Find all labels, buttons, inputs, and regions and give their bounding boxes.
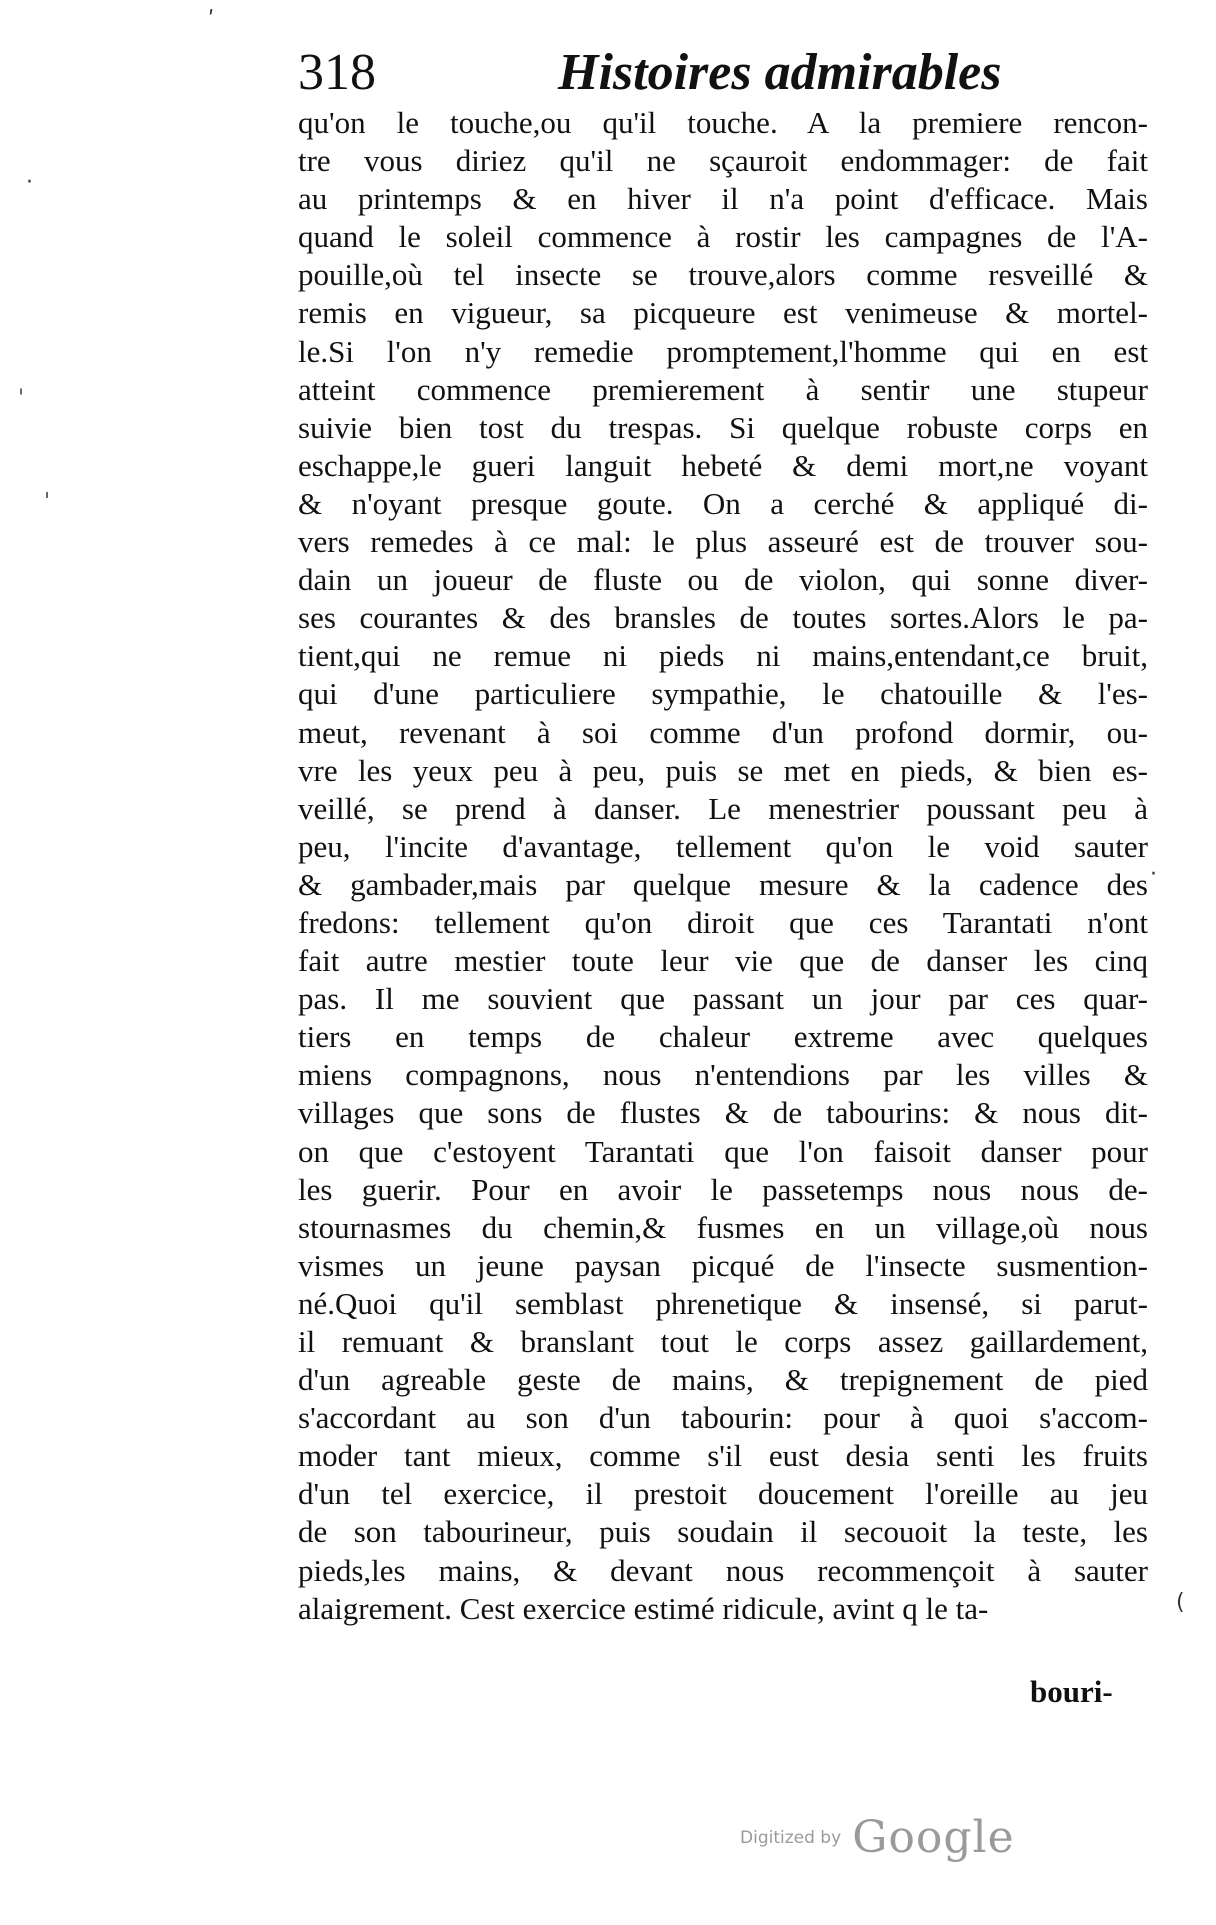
catchword: bouri- <box>1030 1674 1113 1709</box>
digitized-by-google-watermark <box>740 1812 1015 1882</box>
text-line: pouille,où tel insecte se trouve,alors comme resveillé & <box>298 257 1148 293</box>
page-header <box>298 38 1148 108</box>
text-line: peu, l'incite d'avantage, tellement qu'on le void sauter <box>298 828 1148 864</box>
running-title: Histoires admirables <box>558 44 1002 101</box>
text-line: qu'on le touche,ou qu'il touche. A la premiere rencon- <box>298 105 1148 140</box>
text-line: d'un agreable geste de mains, & trepignement de pied <box>298 1362 1148 1398</box>
text-line: fredons: tellement qu'on diroit que ces Tarantati n'ont <box>298 904 1148 940</box>
digitized-by-text: Digitized by <box>740 1827 842 1848</box>
text-line: d'un tel exercice, il prestoit doucement l'oreille au jeu <box>298 1476 1148 1512</box>
text-line: alaigrement. Cest exercice estimé ridicule, avint q le ta- <box>298 1590 989 1626</box>
text-line: atteint commence premierement à sentir une stupeur <box>298 371 1148 407</box>
text-line: miens compagnons, nous n'entendions par les villes & <box>298 1057 1148 1093</box>
text-line: & n'oyant presque goute. On a cerché & appliqué di- <box>298 485 1148 521</box>
text-line: ses courantes & des bransles de toutes sortes.Alors le pa- <box>298 600 1148 636</box>
text-line: vers remedes à ce mal: le plus asseuré est de trouver sou- <box>298 524 1148 560</box>
scan-mark: · <box>26 170 33 195</box>
text-line: les guerir. Pour en avoir le passetemps nous nous de- <box>298 1171 1148 1207</box>
text-line: vismes un jeune paysan picqué de l'insecte susmention- <box>298 1247 1148 1283</box>
text-line: au printemps & en hiver il n'a point d'efficace. Mais <box>298 181 1148 217</box>
scan-mark: ˈ <box>44 490 51 515</box>
text-line: suivie bien tost du trespas. Si quelque robuste corps en <box>298 409 1148 445</box>
text-line: qui d'une particuliere sympathie, le chatouille & l'es- <box>298 676 1148 712</box>
text-line: tient,qui ne remue ni pieds ni mains,entendant,ce bruit, <box>298 638 1148 674</box>
text-line: il remuant & branslant tout le corps assez gaillardement, <box>298 1324 1148 1359</box>
text-line: né.Quoi qu'il semblast phrenetique & insensé, si parut- <box>298 1285 1148 1321</box>
text-line: meut, revenant à soi comme d'un profond dormir, ou- <box>298 714 1148 750</box>
text-line: s'accordant au son d'un tabourin: pour à quoi s'accom- <box>298 1400 1148 1436</box>
text-line: pas. Il me souvient que passant un jour par ces quar- <box>298 981 1148 1017</box>
text-line: quand le soleil commence à rostir les campagnes de l'A- <box>298 219 1148 255</box>
text-line: moder tant mieux, comme s'il eust desia senti les fruits <box>298 1438 1148 1474</box>
scan-mark: · <box>1150 862 1157 887</box>
text-line: veillé, se prend à danser. Le menestrier poussant peu à <box>298 790 1148 826</box>
scan-mark: ( <box>1176 1590 1185 1615</box>
text-line: pieds,les mains, & devant nous recommençoit à sauter <box>298 1552 1148 1588</box>
text-line: eschappe,le gueri languit hebeté & demi mort,ne voyant <box>298 447 1148 483</box>
text-line: & gambader,mais par quelque mesure & la cadence des <box>298 866 1148 902</box>
text-line: fait autre mestier toute leur vie que de danser les cinq <box>298 943 1148 979</box>
text-line: de son tabourineur, puis soudain il secouoit la teste, les <box>298 1514 1148 1550</box>
text-line: stournasmes du chemin,& fusmes en un village,où nous <box>298 1209 1148 1245</box>
text-line: villages que sons de flustes & de tabourins: & nous dit- <box>298 1095 1148 1131</box>
text-line: vre les yeux peu à peu, puis se met en pieds, & bien es- <box>298 752 1148 788</box>
scan-mark: ʹ <box>208 8 215 33</box>
page-number: 318 <box>298 44 376 101</box>
text-line: remis en vigueur, sa picqueure est venimeuse & mortel- <box>298 295 1148 331</box>
text-line: tiers en temps de chaleur extreme avec quelques <box>298 1019 1148 1055</box>
scan-mark: ˌ <box>18 372 25 397</box>
text-line: on que c'estoyent Tarantati que l'on faisoit danser pour <box>298 1133 1148 1169</box>
text-line: dain un joueur de fluste ou de violon, qui sonne diver- <box>298 562 1148 598</box>
google-logo: Google <box>852 1812 1015 1863</box>
text-line: le.Si l'on n'y remedie promptement,l'homme qui en est <box>298 333 1148 369</box>
text-line: tre vous diriez qu'il ne sçauroit endommager: de fait <box>298 143 1148 179</box>
body-text <box>298 104 1148 1628</box>
